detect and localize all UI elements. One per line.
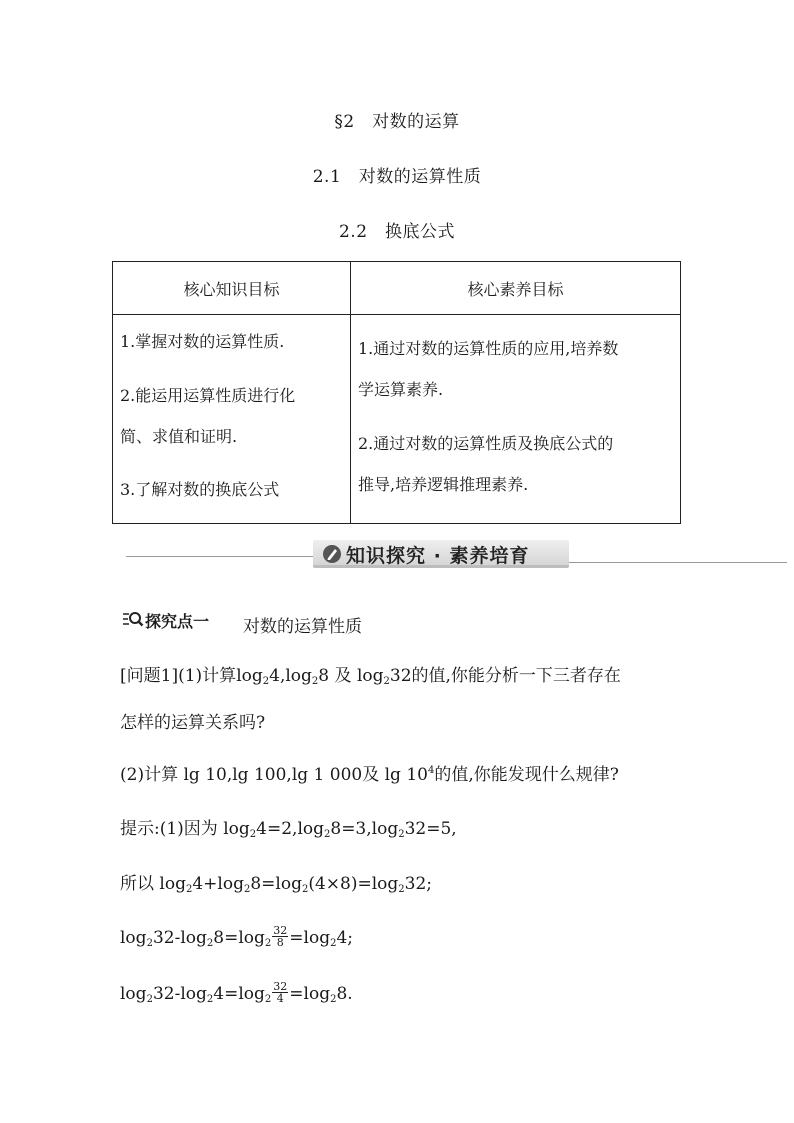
knowledge-goals-cell: [113, 315, 351, 524]
subsection-title-2: 2.2 换底公式: [338, 222, 456, 242]
hint-line-2: 所以 $\log_24+\log_28=\log_2(4\times 8)=\log_232$;: [120, 874, 433, 895]
literacy-goal-item: 推导,培养逻辑推理素养.: [358, 475, 529, 494]
question-tag: [问题1]: [120, 666, 179, 686]
question-1-part-2: (2)计算 lg 10,lg 100,lg 1 000及 $\lg 10^4$的值,你能发现什么规律?: [120, 765, 619, 785]
explore-point-title: 对数的运算性质: [243, 617, 362, 637]
literacy-goal-item: 学运算素养.: [358, 380, 444, 399]
subsection-title-1: 2.1 对数的运算性质: [312, 167, 482, 187]
literacy-goal-item: 1.通过对数的运算性质的应用,培养数: [358, 339, 619, 358]
literacy-goals-header: 核心素养目标: [351, 262, 681, 315]
hint-line-1: 提示:(1)因为 $\log_24=2,\log_28=3,\log_232=5$,: [120, 819, 457, 840]
banner-divider-right: [569, 562, 787, 563]
pencil-icon: [322, 544, 342, 564]
section-title: §2 对数的运算: [334, 112, 460, 132]
hint-line-3: $\log_232-\log_28=\log_2$ $\frac{32}{8}$ $=\log_24$;: [120, 924, 353, 949]
question-1-line-1: [问题1](1)计算$\log_24,\log_28$ 及 $\log_232$的值,你能分析一下三者存在: [120, 666, 621, 687]
knowledge-goal-item: 1.掌握对数的运算性质.: [120, 332, 285, 351]
literacy-goal-item: 2.通过对数的运算性质及换底公式的: [358, 434, 614, 453]
knowledge-goal-item: 简、求值和证明.: [120, 427, 238, 446]
banner-divider-left: [126, 556, 314, 557]
knowledge-goals-header: 核心知识目标: [113, 262, 351, 315]
hint-line-4: $\log_232-\log_24=\log_2$ $\frac{32}{4}$ $=\log_28$.: [120, 980, 353, 1005]
fraction: $\frac{32}{4}$: [273, 980, 288, 1005]
knowledge-goal-item: 2.能运用运算性质进行化: [120, 386, 296, 405]
question-1-line-2: 怎样的运算关系吗?: [120, 713, 266, 733]
goals-table: [112, 261, 681, 524]
literacy-goals-cell: [351, 315, 681, 524]
knowledge-goal-item: 3.了解对数的换底公式: [120, 480, 280, 499]
fraction: $\frac{32}{8}$: [273, 924, 288, 949]
banner-title: 知识探究 · 素养培育: [346, 545, 530, 567]
explore-point-label: 探究点一: [145, 612, 210, 631]
magnifier-icon: [122, 611, 144, 627]
